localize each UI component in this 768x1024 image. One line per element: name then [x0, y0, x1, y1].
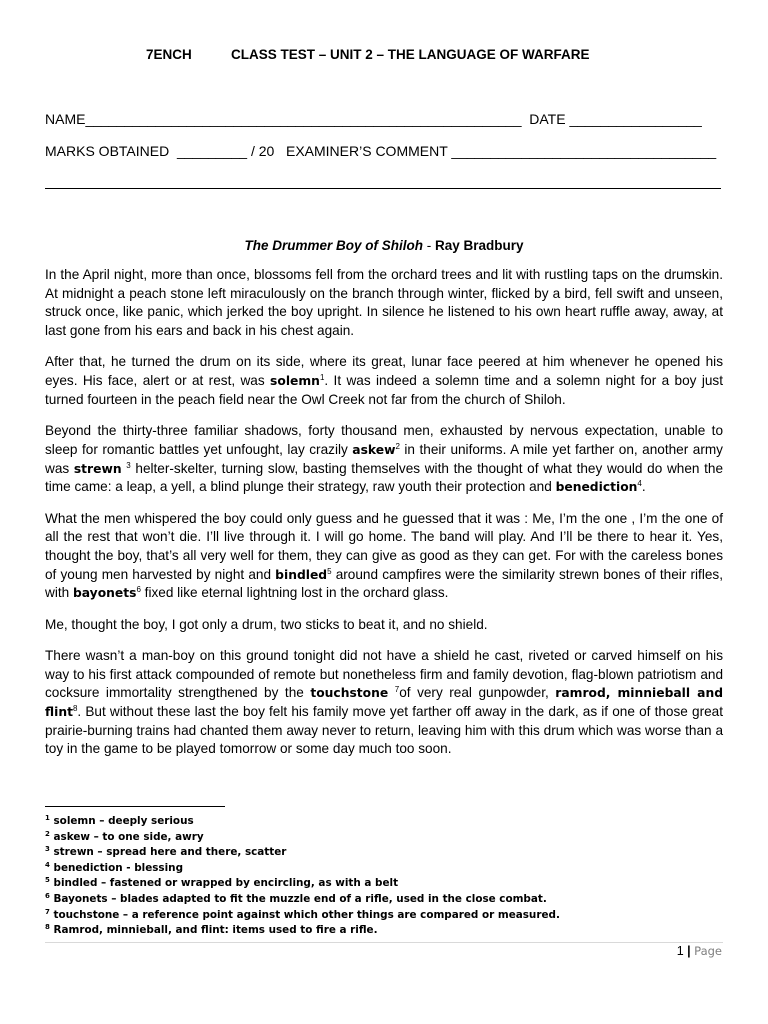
test-title: CLASS TEST – UNIT 2 – THE LANGUAGE OF WARFARE [231, 47, 590, 62]
date-field[interactable]: _________________ [569, 111, 702, 127]
footnote-8: $^8$ Ramrod, minnieball, and flint: items used to fire a rifle. [45, 923, 378, 937]
paragraph-2: After that, he turned the drum on its side, where its great, lunar face peered at him whenever he opened his eyes. His face, alert or at rest, was solemn$^1$. It was indeed a solemn time and a solemn night for a boy just turned fourteen in the peach field near the Owl Creek not far from the church of Shiloh. [45, 354, 723, 407]
page-number: 1 | Page [676, 944, 722, 958]
marks-field[interactable]: _________ [176, 143, 248, 159]
vocab-bindled: bindled [275, 567, 328, 582]
footnote-4: $^4$ benediction - blessing [45, 860, 184, 874]
vocab-benediction: benediction [555, 480, 638, 495]
story-name: The Drummer Boy of Shiloh [244, 238, 423, 253]
footnote-2: $^2$ askew – to one side, awry [45, 829, 204, 843]
comment-label: EXAMINER’S COMMENT [285, 143, 448, 159]
footnote-7: $^7$ touchstone – a reference point against which other things are compared or measured. [45, 907, 560, 921]
name-label: NAME [45, 111, 86, 127]
paragraph-6: There wasn’t a man-boy on this ground tonight did not have a shield he cast, riveted or carved himself on his way to his first attack compounded of remote but nonetheless firm and family devotion, flag-blown patriotism and cocksure immortality strengthened by the touchstone $^7$of very real gunpowder, ramrod, minnieball and flint$^8$. But without these last the boy felt his family move yet farther off away in the dark, as if one of those great prairie-burning trains had chanted them away never to return, leaving him with this drum which was worse than a toy in the game to be played tomorrow or some day much too soon. [45, 647, 723, 757]
page-header [0, 47, 768, 65]
vocab-bayonets: bayonets [72, 586, 137, 601]
title-dash: - [426, 238, 432, 253]
footnote-5: $^5$ bindled – fastened or wrapped by encircling, as with a belt [45, 876, 399, 890]
vocab-solemn: solemn [270, 374, 320, 389]
story-body [45, 266, 723, 772]
footnote-6: $^6$ Bayonets – blades adapted to fit the muzzle end of a rifle, used in the close combat. [45, 891, 547, 905]
vocab-strewn: strewn [73, 461, 122, 476]
story-title [0, 238, 768, 253]
footnotes [45, 814, 560, 939]
paragraph-4: What the men whispered the boy could only guess and he guessed that it was : Me, I’m the one , I’m the one of all the rest that won’t die. I’ll live through it. I will go home. The band will play. And I’ll be there to hear it. Yes, thought the boy, that’s all very well for them, they can give as good as they can get. For with the careless bones of young men harvested by night and bindled$^5$ around campfires were the similarity strewn bones of their rifles, with bayonets$^6$ fixed like eternal lightning lost in the orchard glass. [45, 510, 723, 601]
footnote-separator [45, 806, 225, 807]
marks-total: / 20 [250, 143, 275, 159]
paragraph-5: Me, thought the boy, I got only a drum, two sticks to beat it, and no shield. [45, 616, 488, 632]
footnote-3: $^3$ strewn – spread here and there, scatter [45, 845, 287, 859]
paragraph-3: Beyond the thirty-three familiar shadows, forty thousand men, exhausted by nervous expectation, unable to sleep for romantic battles yet unfought, lay crazily askew$^2$ in their uniforms. A mile yet farther on, another army was strewn $^3$ helter-skelter, turning slow, basting themselves with the thought of what they would do when the time came: a leap, a yell, a blind plunge their strategy, raw youth their protection and benediction$^4$. [45, 423, 724, 495]
comment-continuation-line[interactable] [45, 188, 721, 189]
vocab-ramrod: ramrod, minnieball and flint [45, 686, 723, 720]
footnote-1: $^1$ solemn – deeply serious [45, 814, 194, 827]
marks-comment-line [45, 143, 716, 159]
comment-field[interactable]: __________________________________ [451, 143, 717, 159]
name-date-line [45, 111, 702, 127]
marks-label: MARKS OBTAINED [45, 143, 170, 159]
vocab-askew: askew [352, 442, 396, 457]
date-label: DATE [529, 111, 566, 127]
page-footer-rule [45, 942, 723, 943]
class-code: 7ENCH [146, 47, 192, 62]
vocab-touchstone: touchstone [310, 686, 389, 701]
story-author: Ray Bradbury [435, 238, 524, 253]
paragraph-1: In the April night, more than once, blossoms fell from the orchard trees and lit with rustling taps on the drumskin. At midnight a peach stone left miraculously on the branch through winter, flicked by a bird, fell swift and unseen, struck once, like panic, which jerked the boy upright. In silence he listened to his own heart ruffle away, away, at last gone from his ears and back in his chest again. [45, 267, 723, 339]
name-field[interactable]: ________________________________________________________ [85, 111, 522, 127]
